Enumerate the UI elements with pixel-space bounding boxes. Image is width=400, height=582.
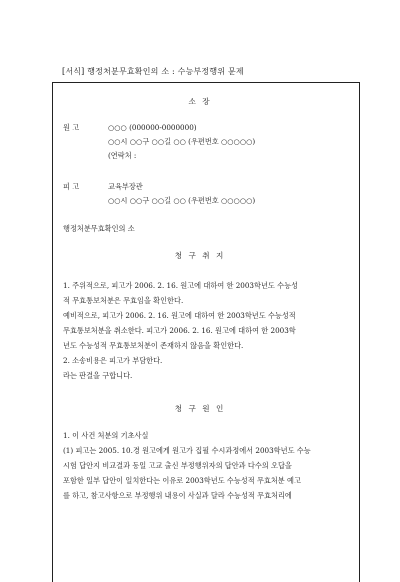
claim-line: 라는 판결을 구합니다.: [63, 371, 133, 380]
claim-line: 2. 소송비용은 피고가 부담한다.: [63, 356, 163, 365]
cause-line: 포함한 일부 답안이 일치한다는 이유로 2003학년도 수능성적 무효처분 예고: [63, 476, 301, 485]
claim-heading: 청 구 취 지: [174, 251, 226, 260]
cause-line: 시험 답안지 비교결과 동일 고교 출신 부정행위자의 답안과 다수의 오답을: [63, 461, 292, 470]
cause-line: 를 하고, 참고사항으로 부정행위 내용이 사실과 달라 수능성적 무효처리에: [63, 491, 292, 500]
cause-line: (1) 피고는 2005. 10.경 원고에게 원고가 집필 수시과정에서 2003학년도 수능: [63, 446, 311, 455]
cause-section-title: 1. 이 사건 처분의 기초사실: [63, 431, 149, 440]
claim-line: 예비적으로, 피고가 2006. 2. 16. 원고에 대하여 한 2003학년도 수능성적: [63, 311, 296, 320]
defendant-name: 교육부장관: [108, 182, 143, 191]
document-title: 소 장: [188, 97, 212, 106]
defendant-address: ○○시 ○○구 ○○길 ○○ (우편번호 ○○○○○): [108, 196, 256, 205]
cause-heading: 청 구 원 인: [174, 404, 226, 413]
claim-line: 1. 주위적으로, 피고가 2006. 2. 16. 원고에 대하여 한 2003학년도 수능성: [63, 281, 298, 290]
plaintiff-name: ○○○ (000000-0000000): [108, 123, 197, 132]
form-caption: [서식] 행정처분무효확인의 소 : 수능부정행위 문제: [62, 67, 244, 76]
case-name: 행정처분무효확인의 소: [63, 224, 135, 233]
claim-line: 적 무효통보처분은 무효임을 확인한다.: [63, 296, 184, 305]
plaintiff-label: 원 고: [63, 123, 80, 132]
plaintiff-contact: (연락처 :: [108, 151, 137, 160]
claim-line: 년도 수능성적 무효통보처분이 존재하지 않음을 확인한다.: [63, 341, 244, 350]
claim-line: 무효통보처분을 취소한다. 피고가 2006. 2. 16. 원고에 대하여 한 2003학: [63, 326, 296, 335]
defendant-label: 피 고: [63, 182, 80, 191]
plaintiff-address: ○○시 ○○구 ○○길 ○○ (우편번호 ○○○○○): [108, 137, 256, 146]
